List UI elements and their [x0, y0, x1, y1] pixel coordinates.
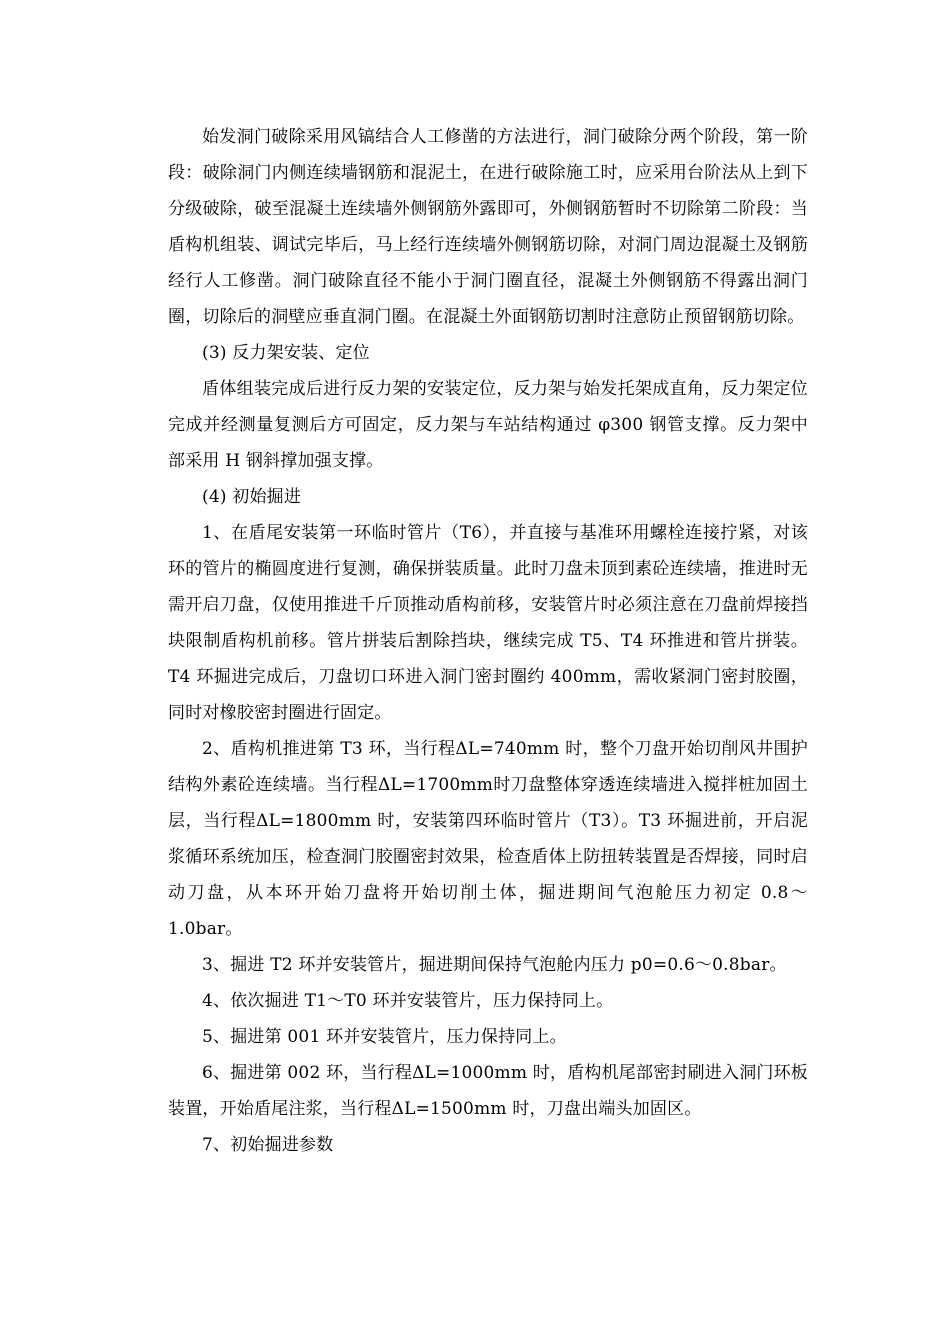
document-body: [168, 119, 808, 1163]
paragraph-step-2: 2、盾构机推进第 T3 环，当行程ΔL=740mm 时，整个刀盘开始切削风井围护结构外素砼连续墙。当行程ΔL=1700mm时刀盘整体穿透连续墙进入搅拌桩加固土层，当行程ΔL=1800mm 时，安装第四环临时管片（T3）。T3 环掘进前，开启泥浆循环系统加压，检查洞门胶圈密封效果，检查盾体上防扭转装置是否焊接，同时启动刀盘，从本环开始刀盘将开始切削土体，掘进期间气泡舱压力初定 0.8～1.0bar。: [168, 739, 808, 939]
paragraph-step-7: 7、初始掘进参数: [202, 1135, 334, 1155]
paragraph-step-4: 4、依次掘进 T1～T0 环并安装管片，压力保持同上。: [202, 991, 614, 1011]
section-heading-initial-excavation: (4) 初始掘进: [202, 487, 302, 507]
paragraph-reaction-frame: 盾体组装完成后进行反力架的安装定位，反力架与始发托架成直角，反力架定位完成并经测量复测后方可固定，反力架与车站结构通过 φ300 钢管支撑。反力架中部采用 H 钢斜撑加强支撑。: [168, 379, 808, 471]
paragraph-step-1: 1、在盾尾安装第一环临时管片（T6），并直接与基准环用螺栓连接拧紧，对该环的管片的椭圆度进行复测，确保拼装质量。此时刀盘未顶到素砼连续墙，推进时无需开启刀盘，仅使用推进千斤顶推动盾构前移，安装管片时必须注意在刀盘前焊接挡块限制盾构机前移。管片拼装后割除挡块，继续完成 T5、T4 环推进和管片拼装。T4 环掘进完成后，刀盘切口环进入洞门密封圈约 400mm，需收紧洞门密封胶圈，同时对橡胶密封圈进行固定。: [168, 523, 808, 723]
paragraph-step-3: 3、掘进 T2 环并安装管片，掘进期间保持气泡舱内压力 p0=0.6～0.8bar。: [202, 955, 787, 975]
paragraph-step-6: 6、掘进第 002 环，当行程ΔL=1000mm 时，盾构机尾部密封刷进入洞门环板装置，开始盾尾注浆，当行程ΔL=1500mm 时，刀盘出端头加固区。: [168, 1063, 808, 1119]
section-heading-reaction-frame: (3) 反力架安装、定位: [202, 343, 370, 363]
paragraph-step-5: 5、掘进第 001 环并安装管片，压力保持同上。: [202, 1027, 567, 1047]
paragraph-tunnel-portal-demolition: 始发洞门破除采用风镐结合人工修凿的方法进行，洞门破除分两个阶段，第一阶段：破除洞门内侧连续墙钢筋和混泥土，在进行破除施工时，应采用台阶法从上到下分级破除，破至混凝土连续墙外侧钢筋外露即可，外侧钢筋暂时不切除第二阶段：当盾构机组装、调试完毕后，马上经行连续墙外侧钢筋切除，对洞门周边混凝土及钢筋经行人工修凿。洞门破除直径不能小于洞门圈直径，混凝土外侧钢筋不得露出洞门圈，切除后的洞壁应垂直洞门圈。在混凝土外面钢筋切割时注意防止预留钢筋切除。: [168, 127, 808, 327]
